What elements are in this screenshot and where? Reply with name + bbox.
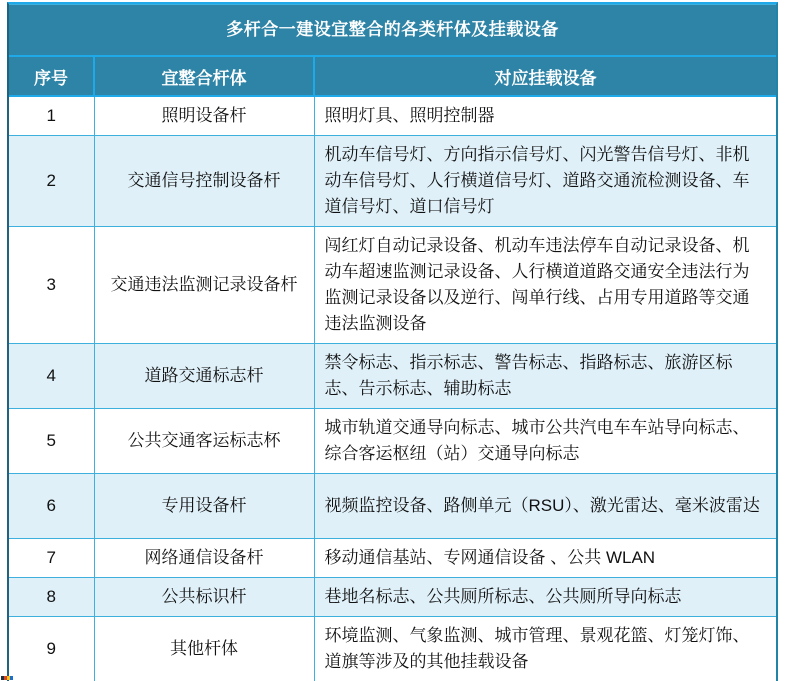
mounted-equipment: 视频监控设备、路侧单元（RSU）、激光雷达、毫米波雷达 (314, 474, 776, 539)
row-index: 3 (9, 227, 94, 344)
mounted-equipment: 照明灯具、照明控制器 (314, 96, 776, 136)
table-row (9, 539, 776, 578)
row-index: 1 (9, 96, 94, 136)
mounted-equipment: 机动车信号灯、方向指示信号灯、闪光警告信号灯、非机动车信号灯、人行横道信号灯、道路交通流检测设备、车道信号灯、道口信号灯 (314, 136, 776, 227)
mounted-equipment: 闯红灯自动记录设备、机动车违法停车自动记录设备、机动车超速监测记录设备、人行横道道路交通安全违法行为监测记录设备以及逆行、闯单行线、占用专用道路等交通违法监测设备 (314, 227, 776, 344)
column-header-equipment: 对应挂载设备 (314, 56, 776, 96)
table-row (9, 409, 776, 474)
pole-type: 专用设备杆 (94, 474, 314, 539)
row-index: 5 (9, 409, 94, 474)
corner-pixel-artifact (1, 676, 13, 680)
pole-type: 公共标识杆 (94, 578, 314, 617)
mounted-equipment: 城市轨道交通导向标志、城市公共汽电车车站导向标志、综合客运枢纽（站）交通导向标志 (314, 409, 776, 474)
row-index: 8 (9, 578, 94, 617)
table-row (9, 344, 776, 409)
column-header-index: 序号 (9, 56, 94, 96)
pole-type: 其他杆体 (94, 617, 314, 681)
row-index: 4 (9, 344, 94, 409)
pole-type: 交通信号控制设备杆 (94, 136, 314, 227)
column-header-pole: 宜整合杆体 (94, 56, 314, 96)
table-header-row (9, 56, 776, 96)
table-row (9, 96, 776, 136)
table-row (9, 227, 776, 344)
mounted-equipment: 禁令标志、指示标志、警告标志、指路标志、旅游区标志、告示标志、辅助标志 (314, 344, 776, 409)
table-title: 多杆合一建设宜整合的各类杆体及挂载设备 (9, 5, 776, 57)
row-index: 9 (9, 617, 94, 681)
pole-type: 照明设备杆 (94, 96, 314, 136)
table-title-row (9, 5, 776, 57)
mounted-equipment: 环境监测、气象监测、城市管理、景观花篮、灯笼灯饰、道旗等涉及的其他挂载设备 (314, 617, 776, 681)
mounted-equipment: 巷地名标志、公共厕所标志、公共厕所导向标志 (314, 578, 776, 617)
row-index: 7 (9, 539, 94, 578)
mounted-equipment: 移动通信基站、专网通信设备 、公共 WLAN (314, 539, 776, 578)
table-row (9, 474, 776, 539)
pole-type: 公共交通客运标志杯 (94, 409, 314, 474)
pole-type: 网络通信设备杆 (94, 539, 314, 578)
table-row (9, 578, 776, 617)
pole-equipment-table (9, 4, 776, 681)
pole-type: 交通违法监测记录设备杆 (94, 227, 314, 344)
row-index: 2 (9, 136, 94, 227)
pole-equipment-table-frame (7, 2, 778, 681)
table-row (9, 617, 776, 681)
row-index: 6 (9, 474, 94, 539)
pole-type: 道路交通标志杆 (94, 344, 314, 409)
table-row (9, 136, 776, 227)
